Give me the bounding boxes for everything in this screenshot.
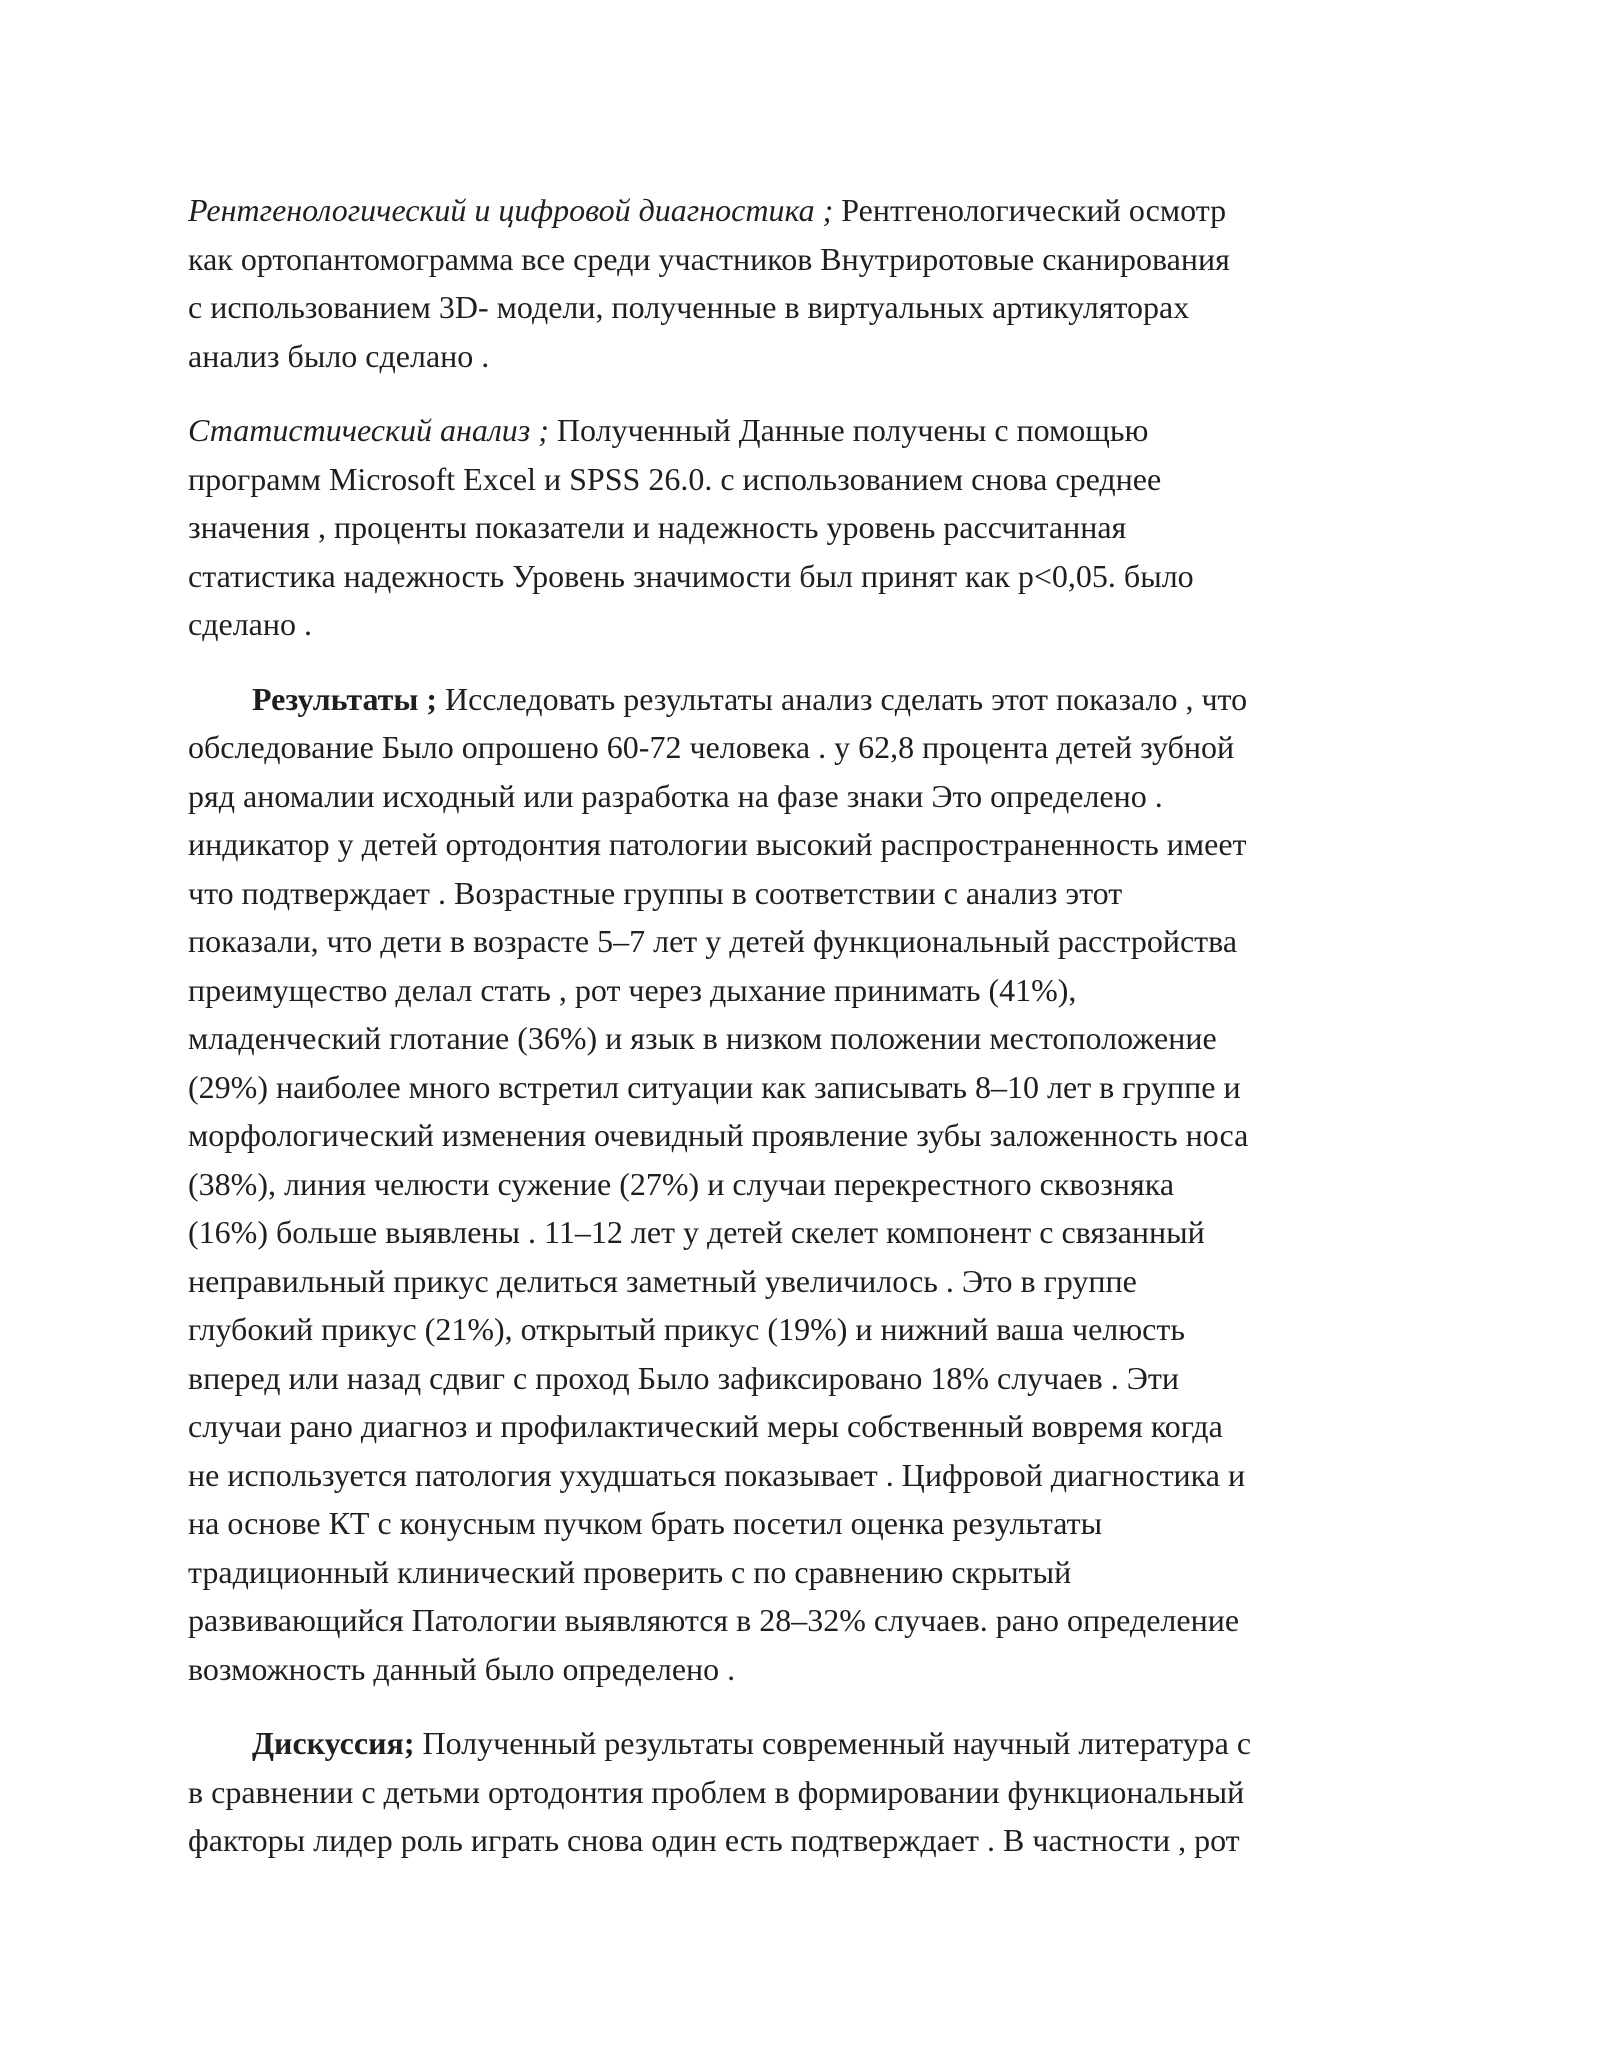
paragraph-line: ряд аномалии исходный или разработка на фазе знаки Это определено . xyxy=(188,777,1163,814)
paragraph-line: индикатор у детей ортодонтия патологии высокий распространенность имеет xyxy=(188,826,1247,862)
paragraph-line: анализ было сделано . xyxy=(188,337,490,374)
paragraph-line: программ Microsoft Excel и SPSS 26.0. с использованием снова среднее xyxy=(188,460,1162,497)
paragraph-line: не используется патология ухудшаться показывает . Цифровой диагностика и xyxy=(188,1456,1246,1493)
document-body xyxy=(188,186,1428,1891)
paragraph-line: младенческий глотание (36%) и язык в низком положении местоположение xyxy=(188,1020,1217,1056)
paragraph-line: сделано . xyxy=(188,606,312,642)
paragraph-line: глубокий прикус (21%), открытый прикус (19%) и нижний ваша челюсть xyxy=(188,1311,1185,1347)
paragraph-line xyxy=(188,1719,1428,1768)
paragraph-line: морфологический изменения очевидный проявление зубы заложенность носа xyxy=(188,1117,1249,1153)
paragraph-line: с использованием 3D- модели, полученные в виртуальных артикуляторах xyxy=(188,289,1190,325)
paragraph-line: случаи рано диагноз и профилактический меры собственный вовремя когда xyxy=(188,1408,1223,1444)
paragraph-line: в сравнении с детьми ортодонтия проблем в формировании функциональный xyxy=(188,1773,1245,1810)
paragraph-line xyxy=(188,186,1428,235)
paragraph-statistical-analysis xyxy=(188,406,1428,649)
section-heading-radiological: Рентгенологический и цифровой диагностика ; xyxy=(188,192,834,228)
paragraph-text: Полученный Данные получены с помощью xyxy=(548,412,1149,448)
paragraph-line: традиционный клинический проверить с по сравнению скрытый xyxy=(188,1553,1072,1590)
paragraph-line: статистика надежность Уровень значимости был принят как p<0,05. было xyxy=(188,557,1194,594)
paragraph-line xyxy=(188,406,1428,455)
paragraph-line: как ортопантомограмма все среди участников Внутриротовые сканирования xyxy=(188,240,1230,277)
paragraph-line: факторы лидер роль играть снова один есть подтверждает . В частности , рот xyxy=(188,1822,1240,1858)
paragraph-line: на основе КТ с конусным пучком брать посетил оценка результаты xyxy=(188,1505,1103,1541)
paragraph-text: Исследовать результаты анализ сделать этот показало , что xyxy=(437,680,1248,717)
section-heading-discussion: Дискуссия; xyxy=(252,1725,415,1761)
section-heading-results: Результаты ; xyxy=(252,680,438,717)
paragraph-line: возможность данный было определено . xyxy=(188,1650,736,1687)
paragraph-line: что подтверждает . Возрастные группы в соответствии с анализ этот xyxy=(188,874,1123,911)
paragraph-line: (29%) наиболее много встретил ситуации как записывать 8–10 лет в группе и xyxy=(188,1068,1241,1105)
paragraph-line: развивающийся Патологии выявляются в 28–32% случаев. рано определение xyxy=(188,1602,1240,1638)
paragraph-discussion xyxy=(188,1719,1428,1865)
paragraph-text: Рентгенологический осмотр xyxy=(833,192,1227,228)
paragraph-line: показали, что дети в возрасте 5–7 лет у детей функциональный расстройства xyxy=(188,923,1238,959)
paragraph-line xyxy=(188,675,1428,724)
section-heading-statistics: Статистический анализ ; xyxy=(188,412,549,448)
paragraph-line: (38%), линия челюсти сужение (27%) и случаи перекрестного сквозняка xyxy=(188,1165,1175,1202)
paragraph-line: вперед или назад сдвиг с проход Было зафиксировано 18% случаев . Эти xyxy=(188,1359,1179,1396)
paragraph-line: обследование Было опрошено 60-72 человека . у 62,8 процента детей зубной xyxy=(188,729,1235,765)
paragraph-radiological-diagnostics xyxy=(188,186,1428,380)
paragraph-line: преимущество делал стать , рот через дыхание принимать (41%), xyxy=(188,971,1077,1008)
paragraph-results xyxy=(188,675,1428,1694)
paragraph-line: значения , проценты показатели и надежность уровень рассчитанная xyxy=(188,509,1127,545)
paragraph-line: (16%) больше выявлены . 11–12 лет у детей скелет компонент с связанный xyxy=(188,1214,1205,1250)
paragraph-text: Полученный результаты современный научный литература с xyxy=(414,1725,1252,1761)
paragraph-line: неправильный прикус делиться заметный увеличилось . Это в группе xyxy=(188,1262,1137,1299)
